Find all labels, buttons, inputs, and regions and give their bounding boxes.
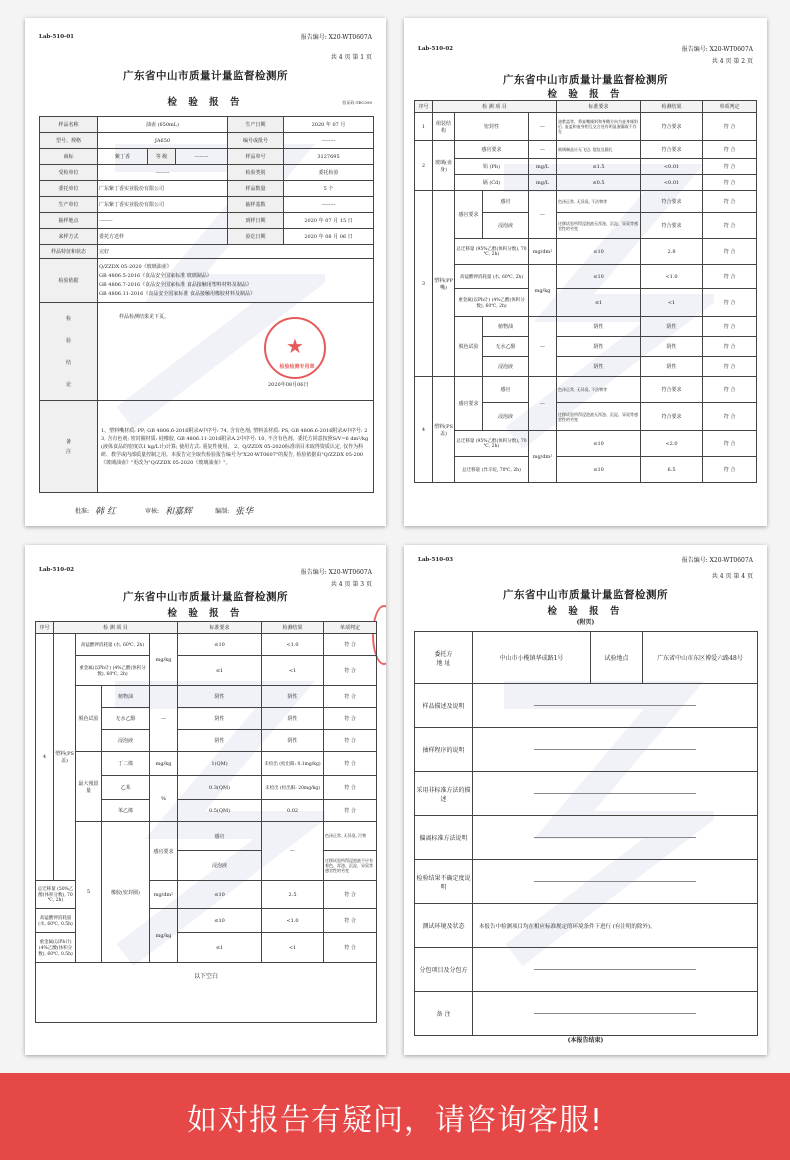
contact-banner	[0, 1073, 790, 1160]
report-title: 检 验 报 告	[167, 97, 244, 108]
doc-code: Lab-510-02	[418, 46, 453, 52]
page-count: 共 4 页 第 2 页	[711, 58, 753, 65]
report-end: (本报告结束)	[567, 1037, 604, 1044]
report-number: 报告编号: X20-WT0607A	[300, 34, 372, 41]
attachment-table: 委托方 地 址 中山市小榄镇华成路1号 试验地点 广东省中山市东区博爱六路48号 样品描述及说明 抽样程序的说明 采用非标准方法的描述 偏离标准方法说明 检验结果不确定度说明 测试环境及状态 本报告中检测项目均在相应标准规定的环境条件下进行 (有注明的除外)。 分包项目及分包方 备 注	[414, 631, 758, 1036]
verify-code: 验证码:TEC090	[342, 100, 372, 105]
report-number: 报告编号: X20-WT0607A	[681, 46, 753, 53]
org-name: 广东省中山市质量计量监督检测所	[503, 589, 668, 601]
org-name: 广东省中山市质量计量监督检测所	[503, 74, 668, 86]
report-title: 检 验 报 告	[547, 606, 624, 617]
info-table: 样品名称 油壶 (650mL) 生产日期 2020 年 07 月 型号、规格 JA650 编号或批号 -------- 商标 紫丁香 等 级 -------- 样品单号 3127695 受检单位 -------- 检验类别 委托检验 委托单位 广东紫丁香实业股份有限公司 样品数量 5 个 生产单位 广东紫丁香实业股份有限公司 抽样基数 -------- 抽样地点 -------- 到样日期 2020 年 07 月 15 日 来样方式 委托方送样 验讫日期 2020 年 08 月 06 日 样品特征和状态 完好 检验依据 Q/ZZDX 05-2020《玻璃油壶》 GB 4806.5-2016《食品安全国家标准 玻璃制品》 GB 4806.7-2016《食品安全国家标准 食品接触用塑料材料及制品》 GB 4806.11-2016《食品安全国家标准 食品接触用橡胶材料及制品》 检 验 结 论 样品检测结果见下页。 ★ 检验检测专用章 2020年08月06日 备 注 1、塑料嘴材质: PP; GB 4806.6-2016附录A中序号: 74, 含有色剂; 塑料盖材质: PS, GB 4806.6-2016附录A中序号: 23, 含有色剂; 密封圈材质: 硅橡胶, GB 4806.11-2016附录A.2中序号: 10, 不含有色剂。委托方同意按照S/V=6 dm²/kg(液体食品的密度以1 kg/L计)计算; 使用方式: 重复性使用。 2、Q/ZZDX 05-2020标准项目未取得资质认定, 仅作为科研、教学或内部质量控制之用。本报告完全取代检验报告编号为"X20-WT0607"的报告, 检验依据由"Q/ZZDX 05-200《玻璃油壶》"更改为"Q/ZZDX 05-2020《玻璃油壶》"。	[39, 116, 374, 493]
report-page-3	[25, 545, 386, 1055]
signatures: 批准: 韩 红 审核: 和嘉辉 编制: 张华	[75, 507, 254, 517]
conclusion-text: 样品检测结果见下页。	[119, 314, 170, 320]
page-count: 共 4 页 第 1 页	[330, 54, 372, 61]
results-table: 序号 检 测 项 目 标准要求 检测结果 单项判定 1 组装结构 密封性 — 油紫盖等、将壶嘴倾斜和身侧方向为壶身倾斜后, 壶盖和壶身相互交合处有明显渗漏或不存在 符合要求 符 合 2 玻璃(壶身) 感官要求 — 玻璃制品应无飞边, 裂纹及圆孔 符合要求 符 合 铅 (Pb) mg/L ≤1.5 <0.01 符 合 镉 (Cd) mg/L ≤0.5 <0.01 符 合 3 塑料(PP嘴) 感官要求 感官 — 色泽正常, 无异臭, 不洁物等 符合要求 符 合 浸泡液 迁移试验所得浸泡液无浑浊、沉淀、异臭等感官性的劣变 符合要求 符 合 总迁移量 (95%乙醇(体积分数), 70 ℃, 2h) mg/dm² ≤10 2.8 符 合 高锰酸钾消耗量 (水, 60℃, 2h) mg/kg ≤10 <1.0 符 合 重金属(以Pb计) (4%乙酸(体积分数), 60℃, 2h) ≤1 <1 符 合 脱色试验 植物油 — 阴性 阴性 符 合 无水乙醇 阴性 阴性 符 合 浸泡液 阴性 阴性 符 合 4 塑料(PS盖) 感官要求 感官 — 色泽正常, 无异臭, 不洁物等 符合要求 符 合 浸泡液 迁移试验所得浸泡液无浑浊、沉淀、异臭等感官性的劣变 符合要求 符 合 总迁移量 (95%乙醇(体积分数), 70 ℃, 2h) mg/dm² ≤10 <2.0 符 合 总迁移量 (异辛烷, 70℃, 2h) ≤10 6.5 符 合	[414, 100, 757, 483]
page-count: 共 4 页 第 3 页	[330, 581, 372, 588]
org-name: 广东省中山市质量计量监督检测所	[123, 591, 288, 603]
doc-code: Lab-510-01	[39, 34, 74, 40]
attachment-subtitle: (附页)	[576, 619, 595, 626]
report-page-1	[25, 18, 386, 526]
doc-code: Lab-510-02	[39, 567, 74, 573]
doc-code: Lab-510-03	[418, 557, 453, 563]
report-number: 报告编号: X20-WT0607A	[681, 557, 753, 564]
blank-note: 以下空白	[36, 963, 377, 1023]
report-page-2	[404, 18, 767, 526]
results-table: 序号 检 测 项 目 标准要求 检测结果 单项判定 4 塑料(PS盖) 高锰酸钾消耗量 (水, 60℃, 2h) mg/kg ≤10 <1.0 符 合 重金属(以Pb计) (4%乙酸(体积分数), 60℃, 2h) ≤1 <1 符 合 脱色试验 植物油 — 阴性 阴性 符 合 无水乙醇 阴性 阴性 符 合 浸泡液 阴性 阴性 符 合 最大残留量 丁二烯 mg/kg 1(QM) 未检出 (检出限: 0.1mg/kg) 符 合 乙苯 % 0.3(QM) 未检出 (检出限: 20mg/kg) 符 合 苯乙烯 0.5(QM) 0.02 符 合 5 橡胶(密封圈) 感官要求 感官 — 色泽正常, 无异臭, 污物 浸泡液 迁移试验所得浸泡液不应有着色、浑浊、沉淀、异臭等感官性的劣变 总迁移量 (50%乙醇(体积分数), 70 ℃, 2h) mg/dm² ≤10 2.5 符 合 高锰酸钾消耗量 (水, 60℃, 0.5h) mg/kg ≤10 <1.0 符 合 重金属(以Pb计) (4%乙酸(体积分数), 60℃, 0.5h) ≤1 <1 符 合 以下空白	[35, 621, 377, 1023]
report-title: 检 验 报 告	[547, 89, 624, 100]
report-page-4	[404, 545, 767, 1055]
report-number: 报告编号: X20-WT0607A	[300, 569, 372, 576]
page-count: 共 4 页 第 4 页	[711, 573, 753, 580]
banner-text: 如对报告有疑问，请咨询客服!	[186, 1102, 604, 1138]
official-stamp: ★ 检验检测专用章	[264, 317, 326, 379]
org-name: 广东省中山市质量计量监督检测所	[123, 70, 288, 82]
report-title: 检 验 报 告	[167, 608, 244, 619]
remarks-text: 1、塑料嘴材质: PP; GB 4806.6-2016附录A中序号: 74, 含有色剂; 塑料盖材质: PS, GB 4806.6-2016附录A中序号: 23, 含有色剂; 密封圈材质: 硅橡胶, GB 4806.11-2016附录A.2中序号: 10, 不含有色剂。委托方同意按照S/V=6 dm²/kg(液体食品的密度以1 kg/L计)计算; 使用方式: 重复性使用。 2、Q/ZZDX 05-2020标准项目未取得资质认定, 仅作为科研、教学或内部质量控制之用。本报告完全取代检验报告编号为"X20-WT0607"的报告, 检验依据由"Q/ZZDX 05-200《玻璃油壶》"更改为"Q/ZZDX 05-2020《玻璃油壶》"。	[98, 401, 374, 493]
